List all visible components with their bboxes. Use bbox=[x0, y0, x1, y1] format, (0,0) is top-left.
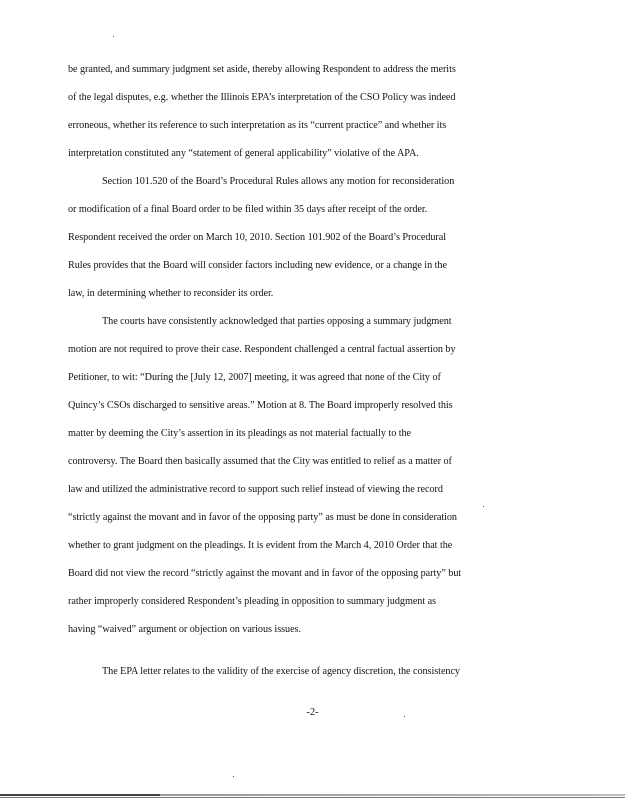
body-line-18: whether to grant judgment on the pleadings. It is evident from the March 4, 2010 Order that the bbox=[68, 540, 453, 551]
scan-bottom-edge-line bbox=[0, 797, 625, 798]
body-line-10: The courts have consistently acknowledged that parties opposing a summary judgment bbox=[102, 316, 452, 327]
body-line-20: rather improperly considered Respondent’s pleading in opposition to summary judgment as bbox=[68, 596, 436, 607]
scan-bottom-edge bbox=[0, 794, 625, 796]
body-line-6: or modification of a final Board order to be filed within 35 days after receipt of the order. bbox=[68, 204, 428, 215]
scan-speck bbox=[404, 716, 405, 717]
body-line-21: having “waived” argument or objection on various issues. bbox=[68, 624, 301, 635]
body-line-11: motion are not required to prove their case. Respondent challenged a central factual assertion by bbox=[68, 344, 456, 355]
scan-speck bbox=[233, 776, 234, 777]
body-line-12: Petitioner, to wit: “During the [July 12, 2007] meeting, it was agreed that none of the City of bbox=[68, 372, 441, 383]
body-line-3: erroneous, whether its reference to such interpretation as its “current practice” and whether its bbox=[68, 120, 447, 131]
body-line-1: be granted, and summary judgment set aside, thereby allowing Respondent to address the merits bbox=[68, 64, 456, 75]
body-line-16: law and utilized the administrative record to support such relief instead of viewing the record bbox=[68, 484, 443, 495]
body-line-9: law, in determining whether to reconsider its order. bbox=[68, 288, 274, 299]
body-line-8: Rules provides that the Board will consider factors including new evidence, or a change in the bbox=[68, 260, 447, 271]
body-line-17: “strictly against the movant and in favor of the opposing party” as must be done in consideration bbox=[68, 512, 457, 523]
body-line-14: matter by deeming the City’s assertion in its pleadings as not material factually to the bbox=[68, 428, 412, 439]
body-line-7: Respondent received the order on March 10, 2010. Section 101.902 of the Board’s Procedural bbox=[68, 232, 446, 243]
scan-speck bbox=[483, 506, 484, 507]
body-line-13: Quincy’s CSOs discharged to sensitive areas.” Motion at 8. The Board improperly resolved this bbox=[68, 400, 453, 411]
page-number: -2- bbox=[306, 707, 319, 718]
body-line-19: Board did not view the record “strictly against the movant and in favor of the opposing party” but bbox=[68, 568, 462, 579]
body-line-22: The EPA letter relates to the validity of the exercise of agency discretion, the consistency bbox=[102, 666, 460, 677]
body-line-15: controversy. The Board then basically assumed that the City was entitled to relief as a matter of bbox=[68, 456, 452, 467]
scan-speck bbox=[113, 36, 114, 37]
body-line-2: of the legal disputes, e.g. whether the Illinois EPA’s interpretation of the CSO Policy was indeed bbox=[68, 92, 456, 103]
body-line-4: interpretation constituted any “statement of general applicability” violative of the APA. bbox=[68, 148, 419, 159]
body-line-5: Section 101.520 of the Board’s Procedural Rules allows any motion for reconsideration bbox=[102, 176, 455, 187]
